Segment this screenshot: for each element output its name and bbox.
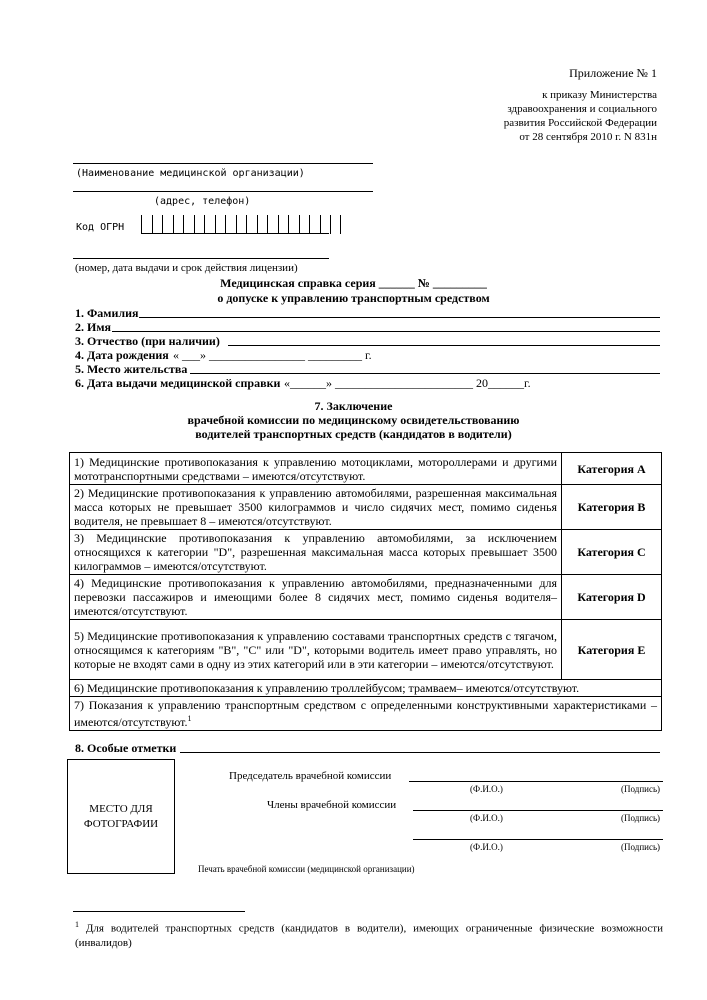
field-issue-date-label: 6. Дата выдачи медицинской справки xyxy=(75,376,281,390)
special-marks-line[interactable] xyxy=(180,752,660,753)
category-b-text: 2) Медицинские противопоказания к управлению автомобилями, разрешенная максимальная масса которых не превышает 3500 килограммов и число сидячих мест, помимо сиденья водителя, не превышает 8 – имеются/отсутствуют. xyxy=(70,485,562,530)
category-d-text: 4) Медицинские противопоказания к управлению автомобилями, предназначенными для перевозки пассажиров и имеющими более 8 сидячих мест, помимо сиденья водителя– имеются/отсутствуют. xyxy=(70,575,562,620)
ogrn-cell[interactable] xyxy=(225,215,236,234)
table-row xyxy=(70,575,662,620)
org-name-line[interactable] xyxy=(73,163,373,164)
categories-table xyxy=(69,452,662,731)
photo-placeholder xyxy=(67,759,175,874)
appendix-number: Приложение № 1 xyxy=(569,66,657,80)
member2-sign-caption: (Подпись) xyxy=(621,842,661,852)
field-issue-date-blanks[interactable]: «______» _______________________ 20______г. xyxy=(284,376,531,390)
field-name-line[interactable] xyxy=(112,331,660,332)
table-row xyxy=(70,697,662,731)
category-a-label: Категория А xyxy=(562,453,662,485)
member1-fio-caption: (Ф.И.О.) xyxy=(470,813,503,823)
order-line: развития Российской Федерации xyxy=(503,117,657,129)
certificate-subtitle: о допуске к управлению транспортным средством xyxy=(217,291,490,305)
category-d-label: Категория D xyxy=(562,575,662,620)
conclusion-subtitle: водителей транспортных средств (кандидатов в водители) xyxy=(195,427,512,441)
field-name-label: 2. Имя xyxy=(75,320,111,334)
ogrn-cell[interactable] xyxy=(267,215,278,234)
footnote xyxy=(75,918,663,950)
category-b-label: Категория В xyxy=(562,485,662,530)
ogrn-cell[interactable] xyxy=(183,215,194,234)
conclusion-number: 7. Заключение xyxy=(314,399,393,413)
members-label: Члены врачебной комиссии xyxy=(267,799,397,811)
ogrn-baseline xyxy=(141,233,329,234)
photo-label-line: МЕСТО ДЛЯ xyxy=(89,802,153,815)
table-row xyxy=(70,485,662,530)
ogrn-cell[interactable] xyxy=(194,215,205,234)
category-c-label: Категория С xyxy=(562,530,662,575)
row-trolleybus: 6) Медицинские противопоказания к управлению троллейбусом; трамваем– имеются/отсутствуют. xyxy=(70,680,662,697)
table-row xyxy=(70,680,662,697)
member1-sign-caption: (Подпись) xyxy=(621,813,661,823)
ogrn-cell[interactable] xyxy=(278,215,289,234)
license-line[interactable] xyxy=(73,258,329,259)
ogrn-label: Код ОГРН xyxy=(76,222,125,233)
chairman-fio-caption: (Ф.И.О.) xyxy=(470,784,503,794)
row-special-vehicles-text: 7) Показания к управлению транспортным средством с определенными конструктивными характеристиками – имеются/отсутствуют. xyxy=(74,698,657,729)
ogrn-cell[interactable] xyxy=(320,215,331,234)
ogrn-cell[interactable] xyxy=(309,215,320,234)
field-surname-label: 1. Фамилия xyxy=(75,306,139,320)
chairman-sign-caption: (Подпись) xyxy=(621,784,661,794)
ogrn-cell[interactable] xyxy=(173,215,184,234)
special-marks-label: 8. Особые отметки xyxy=(75,741,177,755)
order-reference xyxy=(504,88,657,144)
photo-label-line: ФОТОГРАФИИ xyxy=(83,817,159,830)
order-line: к приказу Министерства xyxy=(542,89,657,101)
license-label: (номер, дата выдачи и срок действия лицензии) xyxy=(75,262,298,274)
certificate-title: Медицинская справка серия ______ № _________ xyxy=(220,276,487,290)
footnote-ref: 1 xyxy=(187,714,192,723)
ogrn-cell[interactable] xyxy=(299,215,310,234)
org-address-line[interactable] xyxy=(73,191,373,192)
table-row xyxy=(70,453,662,485)
field-surname-line[interactable] xyxy=(139,317,660,318)
footnote-mark: 1 xyxy=(75,920,79,929)
ogrn-cell[interactable] xyxy=(152,215,163,234)
field-patronymic-line[interactable] xyxy=(228,345,660,346)
footnote-text: Для водителей транспортных средств (кандидатов в водители), имеющих ограниченные физические возможности (инвалидов) xyxy=(75,922,663,949)
category-a-text: 1) Медицинские противопоказания к управлению мотоциклами, мотороллерами и другими мототранспортными средствами – имеются/отсутствуют. xyxy=(70,453,562,485)
field-birthdate-label: 4. Дата рождения xyxy=(75,348,169,362)
ogrn-cell[interactable] xyxy=(330,215,341,234)
ogrn-cell[interactable] xyxy=(162,215,173,234)
category-e-label: Категория Е xyxy=(562,620,662,680)
ogrn-cell[interactable] xyxy=(236,215,247,234)
category-e-text: 5) Медицинские противопоказания к управлению составами транспортных средств с тягачом, относящимся к категориям "В", "С" или "D", которыми водитель имеет право управлять, но которые не входят сами в одну из этих категорий или в эти категории – имеются/отсутствуют. xyxy=(70,620,562,680)
footnote-separator xyxy=(73,911,245,912)
field-residence-label: 5. Место жительства xyxy=(75,362,188,376)
row-special-vehicles xyxy=(70,697,662,731)
ogrn-cell[interactable] xyxy=(257,215,268,234)
ogrn-cell[interactable] xyxy=(288,215,299,234)
field-birthdate-blanks[interactable]: « ___» ________________ _________ г. xyxy=(173,348,372,362)
org-name-label: (Наименование медицинской организации) xyxy=(76,168,305,179)
member-line-2[interactable] xyxy=(413,839,663,840)
order-line: от 28 сентября 2010 г. N 831н xyxy=(519,131,657,143)
ogrn-cell[interactable] xyxy=(204,215,215,234)
chairman-label: Председатель врачебной комиссии xyxy=(229,770,392,782)
field-patronymic-label: 3. Отчество (при наличии) xyxy=(75,334,220,348)
category-c-text: 3) Медицинские противопоказания к управлению автомобилями, за исключением относящихся к категории "D", разрешенная максимальная масса которых превышает 3500 килограммов – имеются/отсутствуют. xyxy=(70,530,562,575)
ogrn-cell[interactable] xyxy=(215,215,226,234)
seal-caption: Печать врачебной комиссии (медицинской организации) xyxy=(198,864,415,874)
table-row xyxy=(70,530,662,575)
table-row xyxy=(70,620,662,680)
chairman-line[interactable] xyxy=(409,781,663,782)
ogrn-input-boxes[interactable] xyxy=(141,215,341,234)
ogrn-cell[interactable] xyxy=(246,215,257,234)
conclusion-title: врачебной комиссии по медицинскому освидетельствованию xyxy=(187,413,520,427)
member-line-1[interactable] xyxy=(413,810,663,811)
member2-fio-caption: (Ф.И.О.) xyxy=(470,842,503,852)
org-address-label: (адрес, телефон) xyxy=(154,196,251,207)
order-line: здравоохранения и социального xyxy=(507,103,657,115)
field-residence-line[interactable] xyxy=(190,373,660,374)
ogrn-cell[interactable] xyxy=(141,215,152,234)
